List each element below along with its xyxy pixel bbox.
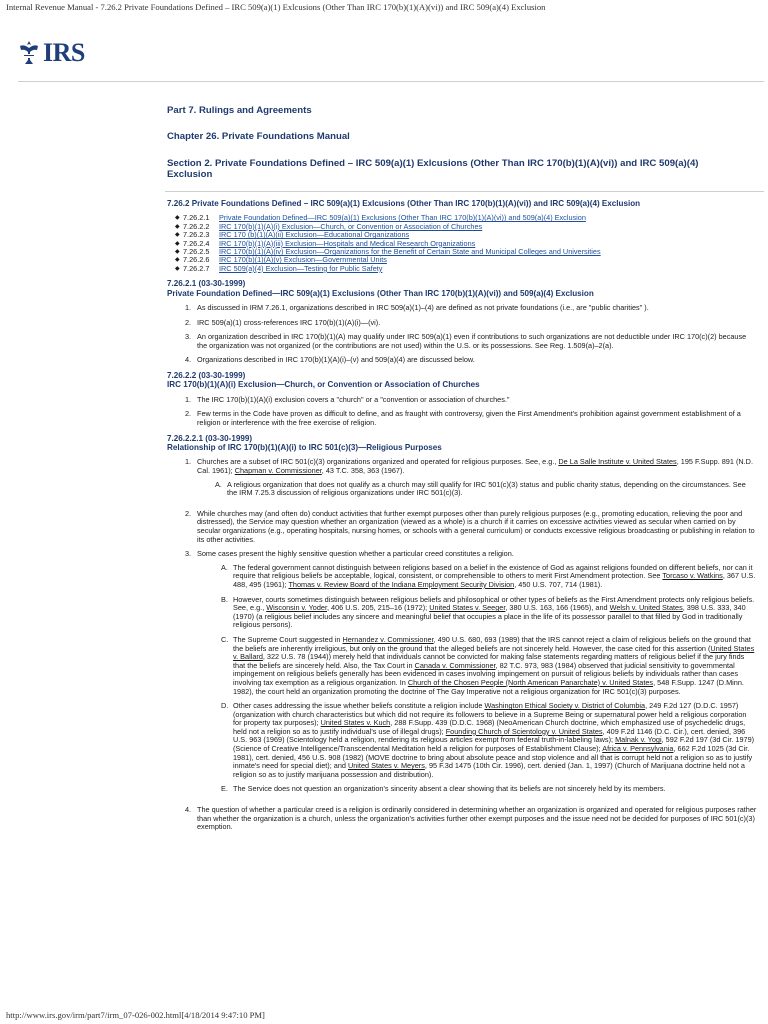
case-citation: United States v. Seeger xyxy=(429,603,506,613)
list-item: 2. IRC 509(a)(1) cross-references IRC 170(b)(1)(A)(i)—(vi). xyxy=(167,319,757,328)
bullet-icon: ◆ xyxy=(175,215,180,222)
case-citation: Church of the Chosen People (North American Panarchate) v. United States xyxy=(407,677,654,687)
bullet-icon: ◆ xyxy=(175,232,180,239)
sub-item: A. A religious organization that does not qualify as a church may still qualify for IRC 501(c)(3) status and public charity status, depending on the circumstances. See the IRM 7.25.3 discussion of religious organizations under IRC 501(c)(3). xyxy=(215,479,746,498)
section-number: 7.26.2.2.1 (03-30-1999) xyxy=(167,433,253,443)
toc-link[interactable]: IRC 170(b)(1)(A)(iv) Exclusion—Organizations for the Benefit of Certain State and Municipal Colleges and Universities xyxy=(219,247,601,257)
case-citation: United States v. Meyers xyxy=(347,761,425,771)
paragraph: An organization described in IRC 170(b)(1)(A) may qualify under IRC 509(a)(1) even if contributions to such organizations are not deductible under IRC 170(c)(2) because the organization was not organized (or the contributions are not used) within the U.S. or its possessions. See Reg. 1.509(a)–2(a). xyxy=(197,332,747,350)
sub-item: E. The Service does not question an organization's sincerity absent a clear showing that its beliefs are not sincerely held by its members. xyxy=(221,784,666,794)
sub-item: A. The federal government cannot distinguish between religions based on a belief in the existence of God as against religions founded on different beliefs, nor can it require that religious beliefs be acceptable, logical, consistent, or comprehensible to others to merit First Amendment protection. See Torcaso v. Watkins, 367 U.S. 488, 495 (1961); Thomas v. Review Board of the Indiana Employment Security Division, 450 U.S. 707, 714 (1981). xyxy=(221,562,756,589)
part-title: Part 7. Rulings and Agreements xyxy=(167,105,312,116)
case-citation: Chapman v. Commissioner xyxy=(234,466,322,476)
numbered-list xyxy=(167,458,757,831)
case-citation: Canada v. Commissioner xyxy=(414,660,496,670)
header-divider xyxy=(18,81,764,82)
bullet-icon: ◆ xyxy=(175,223,180,230)
section-number: 7.26.2.2 (03-30-1999) xyxy=(167,371,246,381)
toc-number: 7.26.2.6 xyxy=(183,255,210,265)
section-divider xyxy=(165,191,764,192)
list-item: 1. As discussed in IRM 7.26.1, organizations described in IRC 509(a)(1)–(4) are defined as not private foundations (i.e., are "public charities" ). xyxy=(167,304,757,313)
heading-7-26-2: 7.26.2 Private Foundations Defined – IRC 509(a)(1) Exlcusions (Other Than IRC 170(b)(1)(A)(vi)) and IRC 509(a)(4) Exclusion xyxy=(167,199,641,208)
irs-logo[interactable] xyxy=(18,38,85,68)
paragraph: IRC 509(a)(1) cross-references IRC 170(b)(1)(A)(i)—(vi). xyxy=(197,317,381,327)
case-citation: United States v. Kuch xyxy=(320,718,391,728)
chapter-title: Chapter 26. Private Foundations Manual xyxy=(167,131,350,142)
toc-number: 7.26.2.3 xyxy=(183,230,210,240)
paragraph: Some cases present the highly sensitive question whether a particular creed constitutes a religion. A. The federal government cannot distinguish between religions based on a belief in the existence of God as against religions founded on different beliefs, nor can it require that religious beliefs be acceptable, logical, consistent, or comprehensible to others to merit First Amendment protection. See Torcaso v. Watkins, 367 U.S. 488, 495 (1961); Thomas v. Review Board of the Indiana Employment Security Division, 450 U.S. 707, 714 (1981). B. However, courts sometimes distinguish between religious beliefs and philosophical or other types of beliefs as the First Amendment protects only religious beliefs. See, e.g., Wisconsin v. Yoder, 406 U.S. 205, 215–16 (1972); United States v. Seeger, 380 U.S. 163, 166 (1965), and Welsh v. United States, 398 U.S. 333, 340 (1970) (a religious belief includes any sincere and meaningful belief that occupies a place in the life of its possessor parallel to that filled by God in traditionally religious persons). C. The Supreme Court suggested in Hernandez v. Commissioner, 490 U.S. 680, 693 (1989) that the IRS cannot reject a claim of religious beliefs on the ground that the beliefs are inherently irreligious, but only on the ground that the alleged beliefs are not sincerely held. However, the case cited for this assertion (United States v. Ballard, 322 U.S. 78 (1944)) merely held that individuals cannot be convicted for making false statements regarding matters of religious belief if the jury finds that the beliefs are sincerely held. Also, the Tax Court in Canada v. Commissioner, 82 T.C. 973, 983 (1984) observed that judicial sensitivity to governmental impingement on religious beliefs generally has been evidenced in cases involving impingement on pursuit of religious beliefs by individuals rather than cases involving tax exemption as a religious organization. In Church of the Chosen People (North American Panarchate) v. United States, 548 F.Supp. 1247 (D.Minn. 1982), the court held an organization promoting the doctrine of The Gay Imperative not a religious organization for IRC 501(c)(3) purposes. D. Other cases addressing the issue whether beliefs constitute a religion include Washington Ethical Society v. District of Columbia, 249 F.2d 127 (D.D.C. 1957) (organization with church characteristics but which did not require its followers to believe in a Supreme Being or supernatural power held a religious corporation for property tax purposes); United States v. Kuch, 288 F.Supp. 439 (D.D.C. 1968) (NeoAmerican Church doctrine, which emphasized use of psychedelic drugs, held not a religion so as to justify individual's use of illegal drugs); Founding Church of Scientology v. United States, 409 F.2d 1146 (D.C. Cir.), cert. denied, 396 U.S. 963 (1969) (Scientology held a religion, rendering its religious articles exempt from federal truth-in-labeling laws); Malnak v. Yogi, 592 F.2d 197 (3d Cir. 1979) (Science of Creative Intelligence/Transcendental Meditation held a religion for purposes of Establishment Clause); Africa v. Pennsylvania, 662 F.2d 1025 (3d Cir. 1981), cert. denied, 456 U.S. 908 (1982) (MOVE doctrine to bring about absolute peace and stop violence and all that is corrupt held not a religion so as to justify inmate's need for special diet); and United States v. Meyers, 95 F.3d 1475 (10th Cir. 1996), cert. denied (Jan. 1, 1997) (Church of Marijuana doctrine held not a religion so as to justify marijuana possession and distribution). E. The Service does not question an organization's sincerity absent a clear showing that its beliefs are not sincerely held by its members. xyxy=(197,549,756,794)
toc-link[interactable]: IRC 509(a)(4) Exclusion—Testing for Public Safety xyxy=(219,263,383,273)
numbered-list xyxy=(167,304,757,365)
case-citation: Founding Church of Scientology v. United States xyxy=(445,726,603,736)
bullet-icon: ◆ xyxy=(175,249,180,256)
toc-number: 7.26.2.4 xyxy=(183,238,210,248)
sub-item: C. The Supreme Court suggested in Hernandez v. Commissioner, 490 U.S. 680, 693 (1989) that the IRS cannot reject a claim of religious beliefs on the ground that the beliefs are inherently irreligious, but only on the ground that the alleged beliefs are not sincerely held. However, the case cited for this assertion (United States v. Ballard, 322 U.S. 78 (1944)) merely held that individuals cannot be convicted for making false statements regarding matters of religious belief if the jury finds that the beliefs are sincerely held. Also, the Tax Court in Canada v. Commissioner, 82 T.C. 973, 983 (1984) observed that judicial sensitivity to governmental impingement on religious beliefs generally has been evidenced in cases involving impingement on pursuit of religious beliefs by individuals rather than cases involving tax exemption as a religious organization. In Church of the Chosen People (North American Panarchate) v. United States, 548 F.Supp. 1247 (D.Minn. 1982), the court held an organization promoting the doctrine of The Gay Imperative not a religious organization for IRC 501(c)(3) purposes. xyxy=(221,634,755,696)
list-item: 3. Some cases present the highly sensitive question whether a particular creed constitutes a religion. A. The federal government cannot distinguish between religions based on a belief in the existence of God as against religions founded on different beliefs, nor can it require that religious beliefs be acceptable, logical, consistent, or comprehensible to others to merit First Amendment protection. See Torcaso v. Watkins, 367 U.S. 488, 495 (1961); Thomas v. Review Board of the Indiana Employment Security Division, 450 U.S. 707, 714 (1981). B. However, courts sometimes distinguish between religious beliefs and philosophical or other types of beliefs as the First Amendment protects only religious beliefs. See, e.g., Wisconsin v. Yoder, 406 U.S. 205, 215–16 (1972); United States v. Seeger, 380 U.S. 163, 166 (1965), and Welsh v. United States, 398 U.S. 333, 340 (1970) (a religious belief includes any sincere and meaningful belief that occupies a place in the life of its possessor parallel to that filled by God in traditionally religious persons). C. The Supreme Court suggested in Hernandez v. Commissioner, 490 U.S. 680, 693 (1989) that the IRS cannot reject a claim of religious beliefs on the ground that the beliefs are inherently irreligious, but only on the ground that the alleged beliefs are not sincerely held. However, the case cited for this assertion (United States v. Ballard, 322 U.S. 78 (1944)) merely held that individuals cannot be convicted for making false statements regarding matters of religious belief if the jury finds that the beliefs are sincerely held. Also, the Tax Court in Canada v. Commissioner, 82 T.C. 973, 983 (1984) observed that judicial sensitivity to governmental impingement on religious beliefs generally has been evidenced in cases involving impingement on pursuit of religious beliefs by individuals rather than cases involving tax exemption as a religious organization. In Church of the Chosen People (North American Panarchate) v. United States, 548 F.Supp. 1247 (D.Minn. 1982), the court held an organization promoting the doctrine of The Gay Imperative not a religious organization for IRC 501(c)(3) purposes. D. Other cases addressing the issue whether beliefs constitute a religion include Washington Ethical Society v. District of Columbia, 249 F.2d 127 (D.D.C. 1957) (organization with church characteristics but which did not require its followers to believe in a Supreme Being or supernatural power held a religious corporation for property tax purposes); United States v. Kuch, 288 F.Supp. 439 (D.D.C. 1968) (NeoAmerican Church doctrine, which emphasized use of psychedelic drugs, held not a religion so as to justify individual's use of illegal drugs); Founding Church of Scientology v. United States, 409 F.2d 1146 (D.C. Cir.), cert. denied, 396 U.S. 963 (1969) (Scientology held a religion, rendering its religious articles exempt from federal truth-in-labeling laws); Malnak v. Yogi, 592 F.2d 197 (3d Cir. 1979) (Science of Creative Intelligence/Transcendental Meditation held a religion for purposes of Establishment Clause); Africa v. Pennsylvania, 662 F.2d 1025 (3d Cir. 1981), cert. denied, 456 U.S. 908 (1982) (MOVE doctrine to bring about absolute peace and stop violence and all that is corrupt held not a religion so as to justify inmate's need for special diet); and United States v. Meyers, 95 F.3d 1475 (10th Cir. 1996), cert. denied (Jan. 1, 1997) (Church of Marijuana doctrine held not a religion so as to justify marijuana possession and distribution). E. The Service does not question an organization's sincerity absent a clear showing that its beliefs are not sincerely held by its members. xyxy=(167,550,757,800)
paragraph: The question of whether a particular creed is a religion is ordinarily considered in determining whether an organization is organized and operated for religious purposes rather than whether the organization is a church, unless the organization's activities further other exempt purposes and the issue need not be decided for purposes of IRC 501(c)(3) exemption. xyxy=(197,805,757,832)
table-of-contents xyxy=(175,214,757,273)
toc-link[interactable]: IRC 170 (b)(1)(A)(ii) Exclusion—Educational Organizations xyxy=(219,230,410,240)
paragraph: As discussed in IRM 7.26.1, organizations described in IRC 509(a)(1)–(4) are defined as not private foundations (i.e., are "public charities" ). xyxy=(197,303,649,313)
list-item: 1. The IRC 170(b)(1)(A)(i) exclusion covers a "church" or a "convention or association of churches." xyxy=(167,396,757,405)
case-citation: Welsh v. United States xyxy=(609,603,683,613)
irm-content xyxy=(167,199,757,838)
section-heading: Private Foundation Defined—IRC 509(a)(1) Exclusions (Other Than IRC 170(b)(1)(A)(vi)) and 509(a)(4) Exclusion xyxy=(167,288,594,298)
toc-link[interactable]: IRC 170(b)(1)(A)(v) Exclusion—Governmental Units xyxy=(219,255,387,265)
page-url-footer: http://www.irs.gov/irm/part7/irm_07-026-002.html[4/18/2014 9:47:10 PM] xyxy=(6,1010,265,1020)
toc-link[interactable]: IRC 170(b)(1)(A)(i) Exclusion—Church, or Convention or Association of Churches xyxy=(219,221,483,231)
case-citation: Torcaso v. Watkins xyxy=(662,571,723,581)
paragraph: While churches may (and often do) conduct activities that further exempt purposes other than purely religious purposes (e.g., promoting education, relieving the poor and distressed), the Service may question whether an organization (viewed as a whole) is a church if it carries on excessive activities viewed as secular when carried on by secular organizations (e.g., operating hospitals, nursing homes, or schools with a general curriculum) or conducts excessive religious broadcasting or publishing in relation to its other activities. xyxy=(197,508,755,544)
section-number: 7.26.2.1 (03-30-1999) xyxy=(167,279,246,289)
case-citation: Malnak v. Yogi xyxy=(615,735,662,745)
list-item: 1. Churches are a subset of IRC 501(c)(3) organizations organized and operated for religious purposes. See, e.g., De La Salle Institute v. United States, 195 F.Supp. 891 (N.D. Cal. 1961); Chapman v. Commissioner, 43 T.C. 358, 363 (1967). A. A religious organization that does not qualify as a church may still qualify for IRC 501(c)(3) status and public charity status, depending on the circumstances. See the IRM 7.25.3 discussion of religious organizations under IRC 501(c)(3). xyxy=(167,458,757,503)
paragraph: Few terms in the Code have proven as difficult to define, and as fraught with controversy, given the First Amendment's prohibition against government establishment of a religion or interference with the free exercise of religion. xyxy=(197,409,741,428)
list-item: 2. While churches may (and often do) conduct activities that further exempt purposes other than purely religious purposes (e.g., promoting education, relieving the poor and distressed), the Service may question whether an organization (viewed as a whole) is a church if it carries on excessive activities viewed as secular when carried on by secular organizations (e.g., operating hospitals, nursing homes, or schools with a general curriculum) or conducts excessive religious broadcasting or publishing in relation to its other activities. xyxy=(167,510,757,544)
list-item: 2. Few terms in the Code have proven as difficult to define, and as fraught with controversy, given the First Amendment's prohibition against government establishment of a religion or interference with the free exercise of religion. xyxy=(167,410,757,427)
toc-number: 7.26.2.5 xyxy=(183,247,210,257)
case-citation: Africa v. Pennsylvania xyxy=(602,744,674,754)
browser-title: Internal Revenue Manual - 7.26.2 Private Foundations Defined – IRC 509(a)(1) Exlcusions (Other Than IRC 170(b)(1)(A)(vi)) and IRC 509(a)(4) Exclusion xyxy=(6,2,546,12)
section-heading: Relationship of IRC 170(b)(1)(A)(i) to IRC 501(c)(3)—Religious Purposes xyxy=(167,443,442,453)
toc-number: 7.26.2.7 xyxy=(183,263,210,273)
irs-wordmark: IRS xyxy=(43,38,85,67)
case-citation: Thomas v. Review Board of the Indiana Employment Security Division xyxy=(288,579,515,589)
list-item: 4. Organizations described in IRC 170(b)(1)(A)(i)–(v) and 509(a)(4) are discussed below. xyxy=(167,356,757,365)
toc-number: 7.26.2.2 xyxy=(183,221,210,231)
section-heading: IRC 170(b)(1)(A)(i) Exclusion—Church, or Convention or Association of Churches xyxy=(167,380,480,390)
case-citation: De La Salle Institute v. United States xyxy=(558,457,677,467)
list-item: 3. An organization described in IRC 170(b)(1)(A) may qualify under IRC 509(a)(1) even if contributions to such organizations are not deductible under IRC 170(c)(2) because the organization was not organized (or the contributions are not used) within the U.S. or its possessions. See Reg. 1.509(a)–2(a). xyxy=(167,333,757,350)
paragraph: The IRC 170(b)(1)(A)(i) exclusion covers a "church" or a "convention or association of churches." xyxy=(197,394,510,404)
list-item: 4. The question of whether a particular creed is a religion is ordinarily considered in determining whether an organization is organized and operated for religious purposes rather than whether the organization is a church, unless the organization's activities further other exempt purposes and the issue need not be decided for purposes of IRC 501(c)(3) exemption. xyxy=(185,805,757,832)
case-citation: United States v. Ballard xyxy=(233,643,755,662)
case-citation: Wisconsin v. Yoder xyxy=(266,603,327,613)
toc-number: 7.26.2.1 xyxy=(183,213,210,223)
paragraph: Organizations described in IRC 170(b)(1)(A)(i)–(v) and 509(a)(4) are discussed below. xyxy=(197,355,475,365)
case-citation: Hernandez v. Commissioner xyxy=(342,634,434,644)
bullet-icon: ◆ xyxy=(175,240,180,247)
section-title: Section 2. Private Foundations Defined – IRC 509(a)(1) Exlcusions (Other Than IRC 170(b)(1)(A)(vi)) and IRC 509(a)(4) Exclusion xyxy=(167,158,699,180)
sub-item: D. Other cases addressing the issue whether beliefs constitute a religion include Washington Ethical Society v. District of Columbia, 249 F.2d 127 (D.D.C. 1957) (organization with church characteristics but which did not require its followers to believe in a Supreme Being or supernatural power held a religious corporation for property tax purposes); United States v. Kuch, 288 F.Supp. 439 (D.D.C. 1968) (NeoAmerican Church doctrine, which emphasized use of psychedelic drugs, held not a religion so as to justify individual's use of illegal drugs); Founding Church of Scientology v. United States, 409 F.2d 1146 (D.C. Cir.), cert. denied, 396 U.S. 963 (1969) (Scientology held a religion, rendering its religious articles exempt from federal truth-in-labeling laws); Malnak v. Yogi, 592 F.2d 197 (3d Cir. 1979) (Science of Creative Intelligence/Transcendental Meditation held a religion for purposes of Establishment Clause); Africa v. Pennsylvania, 662 F.2d 1025 (3d Cir. 1981), cert. denied, 456 U.S. 908 (1982) (MOVE doctrine to bring about absolute peace and stop violence and all that is corrupt held not a religion so as to justify inmate's need for special diet); and United States v. Meyers, 95 F.3d 1475 (10th Cir. 1996), cert. denied (Jan. 1, 1997) (Church of Marijuana doctrine held not a religion so as to justify marijuana possession and distribution). xyxy=(221,701,755,779)
case-citation: Washington Ethical Society v. District of Columbia xyxy=(484,701,646,711)
sub-item: B. However, courts sometimes distinguish between religious beliefs and philosophical or other types of beliefs as the First Amendment protects only religious beliefs. See, e.g., Wisconsin v. Yoder, 406 U.S. 205, 215–16 (1972); United States v. Seeger, 380 U.S. 163, 166 (1965), and Welsh v. United States, 398 U.S. 333, 340 (1970) (a religious belief includes any sincere and meaningful belief that occupies a place in the life of its possessor parallel to that filled by God in traditionally religious persons). xyxy=(221,594,755,630)
numbered-list xyxy=(167,396,757,428)
toc-item xyxy=(175,265,757,273)
toc-link[interactable]: IRC 170(b)(1)(A)(iii) Exclusion—Hospitals and Medical Research Organizations xyxy=(219,238,476,248)
bullet-icon: ◆ xyxy=(175,265,180,272)
eagle-emblem-icon xyxy=(18,40,40,66)
paragraph: Churches are a subset of IRC 501(c)(3) organizations organized and operated for religious purposes. See, e.g., De La Salle Institute v. United States, 195 F.Supp. 891 (N.D. Cal. 1961); Chapman v. Commissioner, 43 T.C. 358, 363 (1967). A. A religious organization that does not qualify as a church may still qualify for IRC 501(c)(3) status and public charity status, depending on the circumstances. See the IRM 7.25.3 discussion of religious organizations under IRC 501(c)(3). xyxy=(197,458,757,503)
toc-link[interactable]: Private Foundation Defined—IRC 509(a)(1) Exclusions (Other Than IRC 170(b)(1)(A)(vi)) and 509(a)(4) Exclusion xyxy=(219,213,586,223)
bullet-icon: ◆ xyxy=(175,257,180,264)
